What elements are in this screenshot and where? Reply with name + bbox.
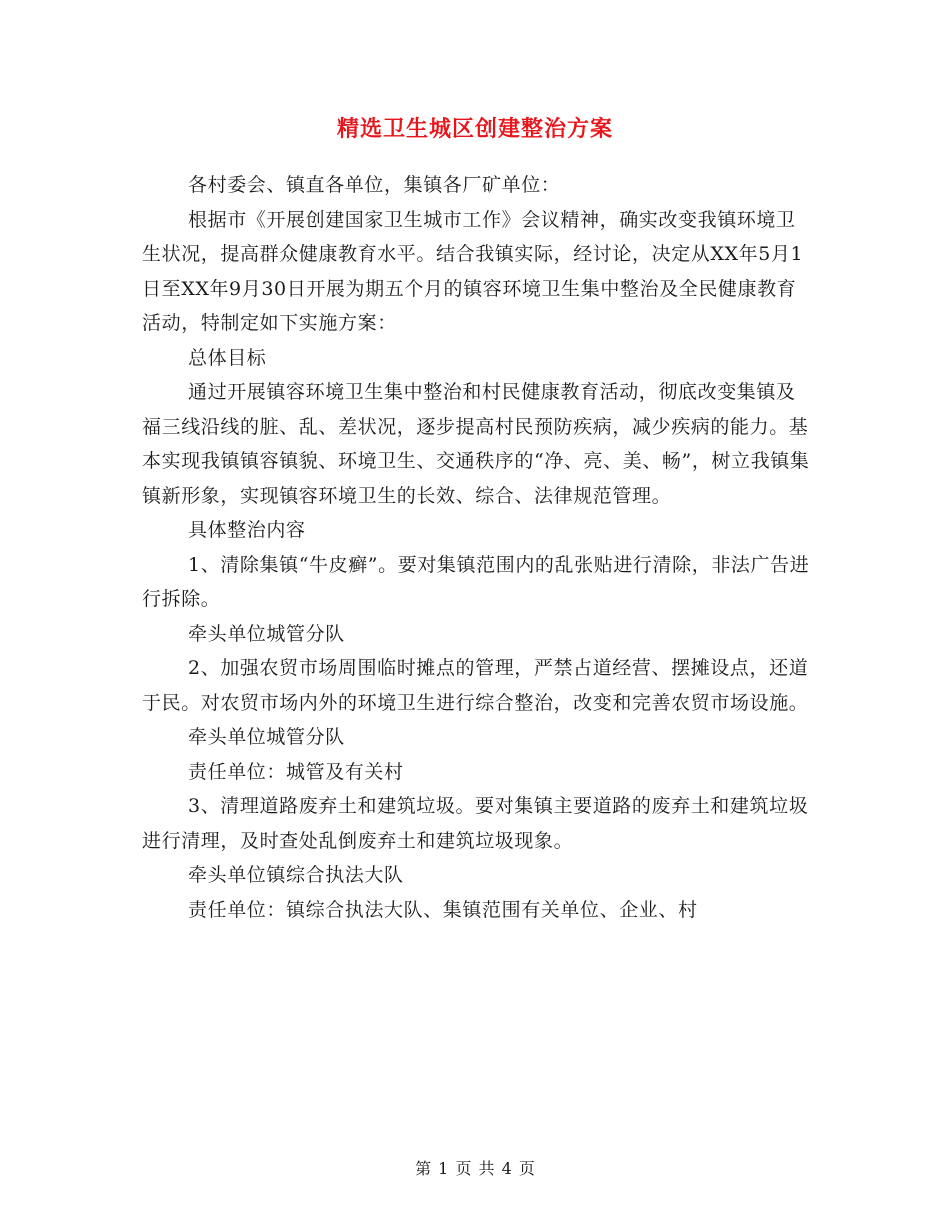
paragraph-item-3: 3、清理道路废弃土和建筑垃圾。要对集镇主要道路的废弃土和建筑垃圾进行清理，及时查处乱倒废弃土和建筑垃圾现象。	[142, 795, 809, 852]
paragraph-responsible-unit-3: 责任单位：镇综合执法大队、集镇范围有关单位、企业、村	[188, 898, 698, 921]
heading-overall-goal: 总体目标	[188, 346, 267, 369]
page-footer: 第 1 页 共 4 页	[415, 1159, 535, 1178]
document-title: 精选卫生城区创建整治方案	[336, 117, 613, 142]
paragraph-intro: 根据市《开展创建国家卫生城市工作》会议精神，确实改变我镇环境卫生状况，提高群众健康教育水平。结合我镇实际，经讨论，决定从XX年5月1日至XX年9月30日开展为期五个月的镇容环境卫生集中整治及全民健康教育活动，特制定如下实施方案：	[142, 208, 804, 334]
paragraph-item-1: 1、清除集镇“牛皮癣”。要对集镇范围内的乱张贴进行清除，非法广告进行拆除。	[142, 553, 810, 610]
document-body	[142, 168, 810, 927]
heading-specific-content: 具体整治内容	[188, 519, 306, 541]
paragraph-salutation: 各村委会、镇直各单位，集镇各厂矿单位：	[188, 174, 561, 196]
paragraph-lead-unit-1: 牵头单位城管分队	[188, 622, 345, 645]
paragraph-goal: 通过开展镇容环境卫生集中整治和村民健康教育活动，彻底改变集镇及福三线沿线的脏、乱、差状况，逐步提高村民预防疾病，减少疾病的能力。基本实现我镇镇容镇貌、环境卫生、交通秩序的“净、亮、美、畅”，树立我镇集镇新形象，实现镇容环境卫生的长效、综合、法律规范管理。	[142, 381, 810, 507]
paragraph-item-2: 2、加强农贸市场周围临时摊点的管理，严禁占道经营、摆摊设点，还道于民。对农贸市场内外的环境卫生进行综合整治，改变和完善农贸市场设施。	[142, 657, 809, 714]
paragraph-lead-unit-3: 牵头单位镇综合执法大队	[188, 864, 404, 886]
paragraph-lead-unit-2: 牵头单位城管分队	[188, 726, 345, 748]
paragraph-responsible-unit-2: 责任单位：城管及有关村	[188, 760, 404, 783]
